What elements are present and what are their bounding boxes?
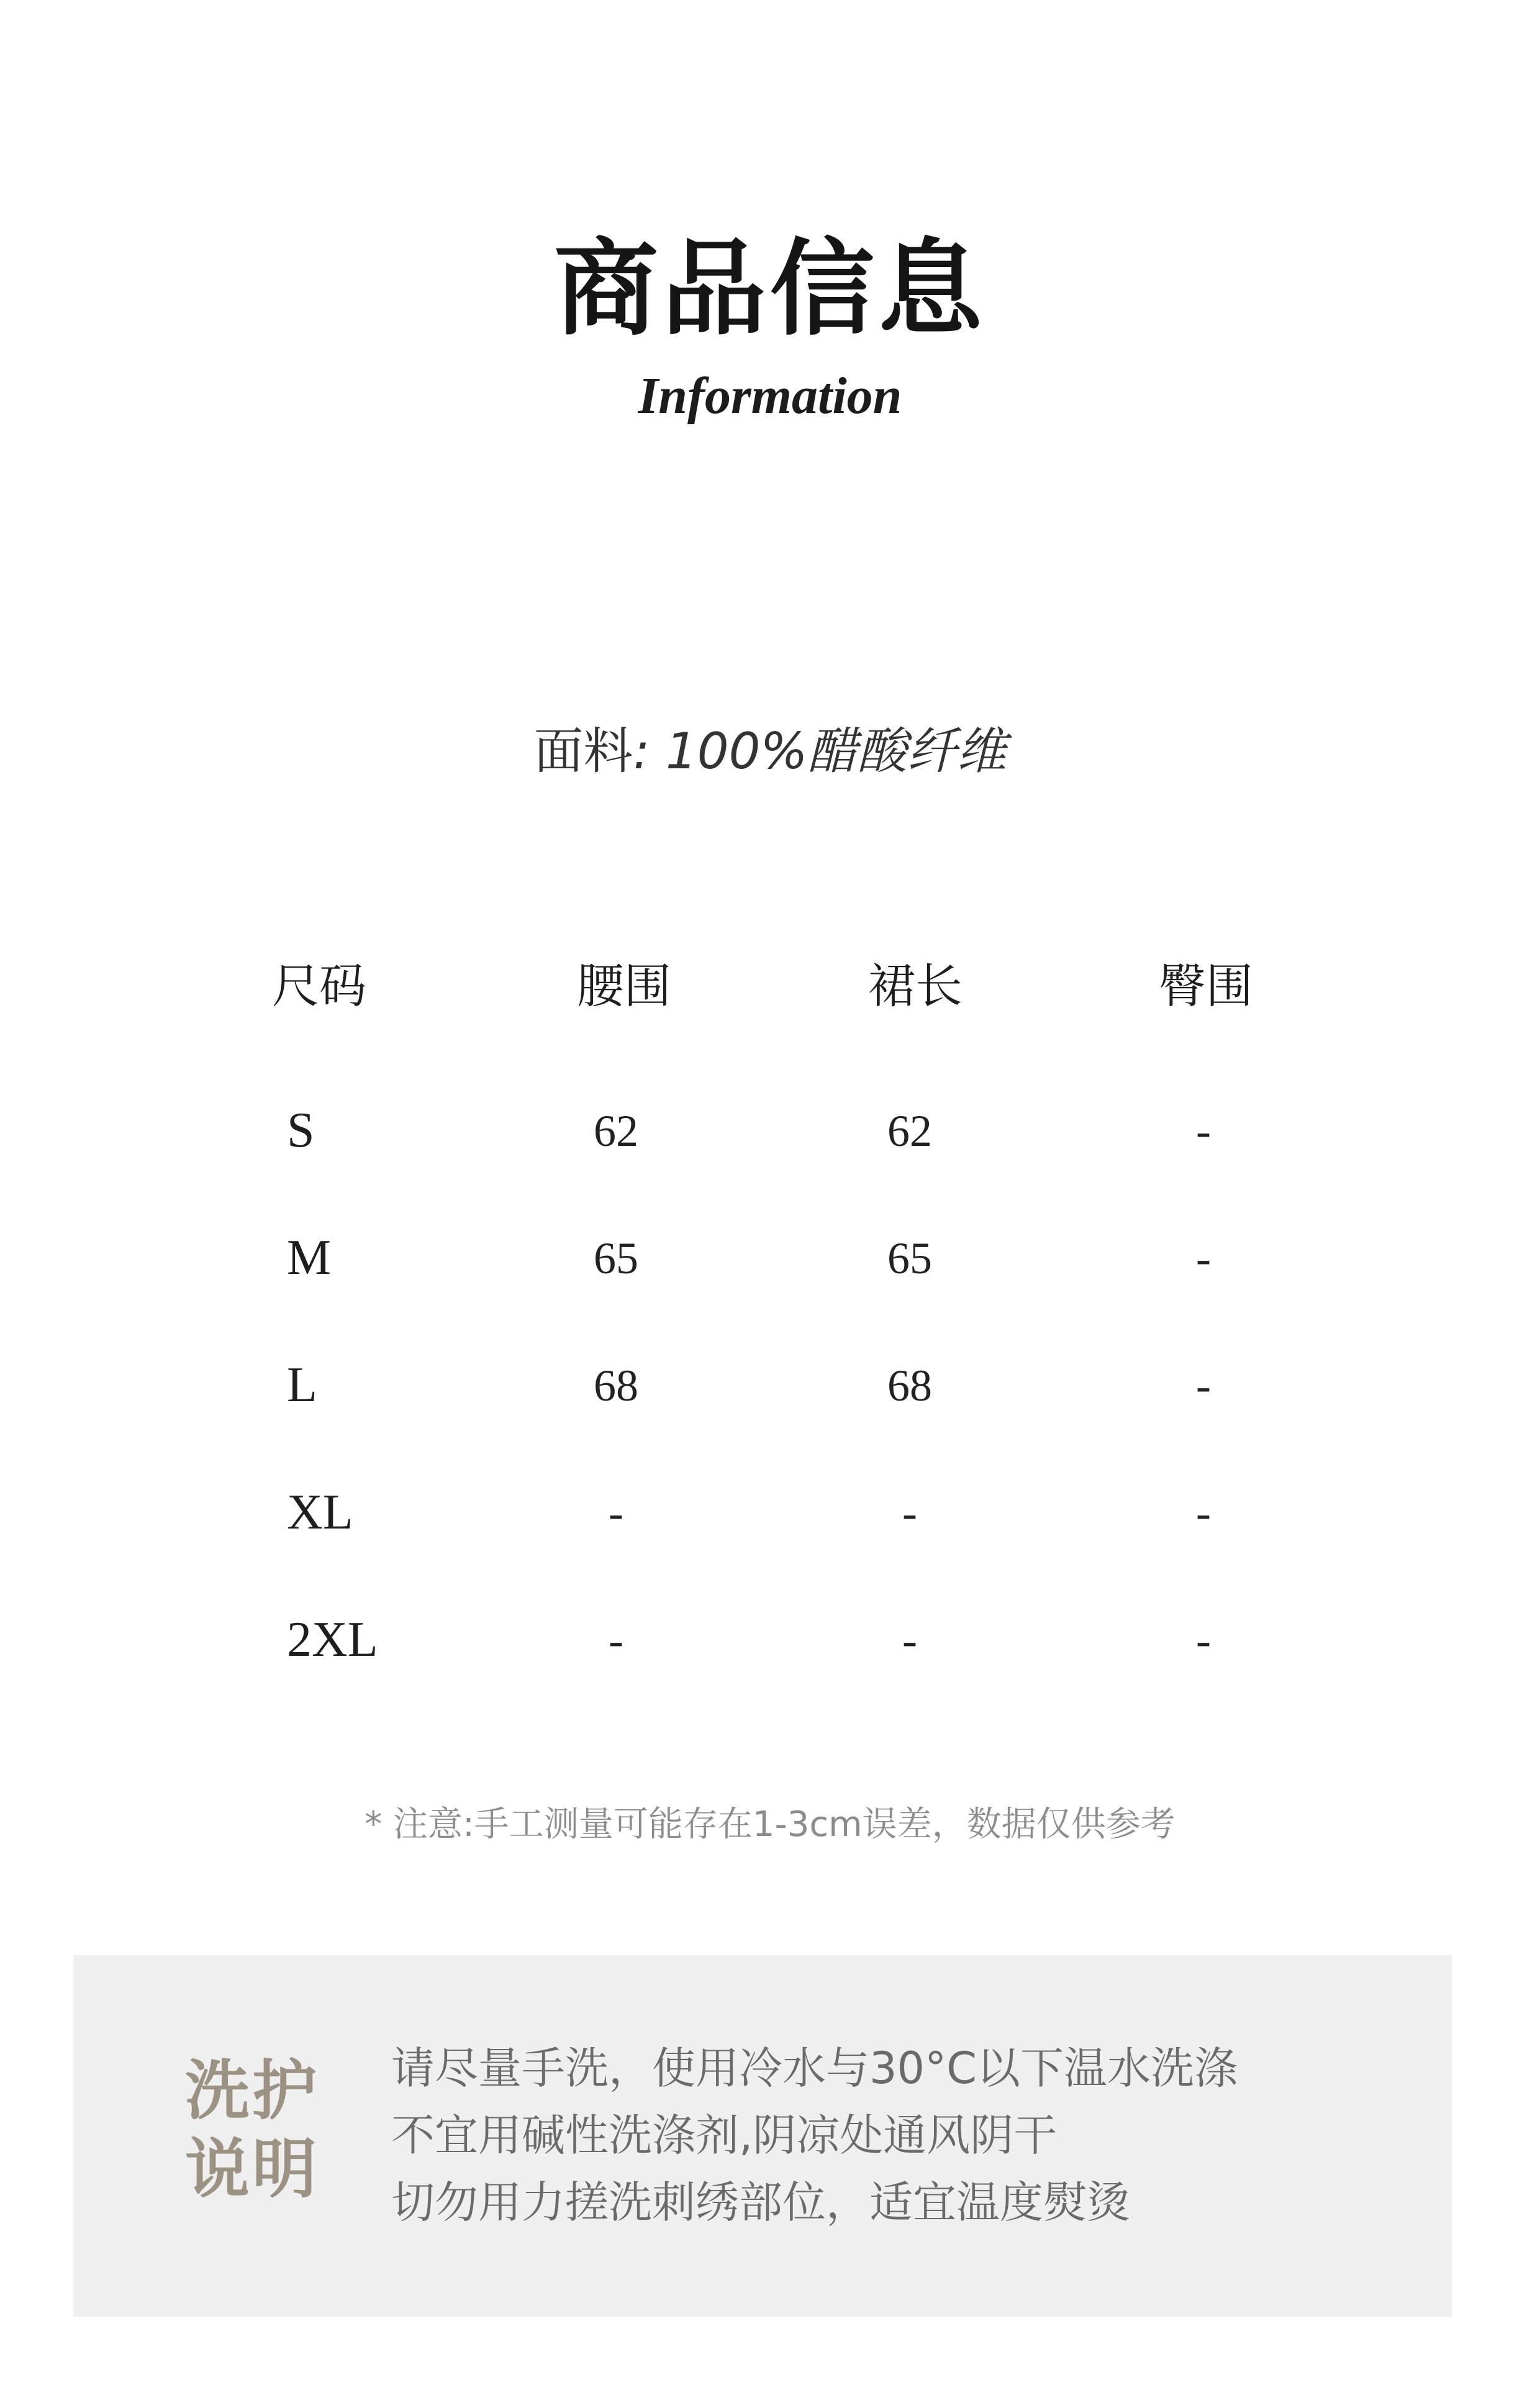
length-value: 62 [887,1106,932,1156]
waist-value: 62 [594,1106,638,1156]
hip-value: - [1196,1488,1211,1538]
page-title: 商品信息 [554,227,986,350]
waist-value: - [609,1488,623,1538]
fabric-separator: : [633,722,650,780]
table-header-hip: 臀围 [1159,958,1253,1014]
size-label: XL [287,1485,353,1540]
hip-value: - [1196,1615,1211,1665]
care-title [185,2051,346,2208]
care-panel [73,1955,1452,2317]
length-value: 65 [887,1233,932,1283]
size-label: S [287,1103,315,1158]
care-title-line: 说明 [185,2130,320,2207]
waist-value: 65 [594,1233,638,1283]
care-line: 切勿用力搓洗刺绣部位，适宜温度熨烫 [391,2177,1130,2228]
hip-value: - [1196,1233,1211,1283]
care-line: 请尽量手洗，使用冷水与30°C以下温水洗涤 [391,2043,1238,2094]
measurement-note: * 注意:手工测量可能存在1-3cm误差，数据仅供参考 [365,1804,1175,1845]
waist-value: - [609,1615,623,1665]
hip-value: - [1196,1106,1211,1156]
length-value: - [902,1615,917,1665]
fabric-value: 100%醋酸纤维 [665,722,1007,780]
fabric-label: 面料 [533,722,633,780]
hip-value: - [1196,1361,1211,1411]
page-subtitle: Information [638,367,902,425]
care-line: 不宜用碱性洗涤剂,阴凉处通风阴干 [391,2110,1058,2161]
length-value: - [902,1488,917,1538]
care-instructions [391,2035,1434,2236]
size-label: 2XL [287,1612,378,1667]
care-title-line: 洗护 [185,2052,320,2128]
size-label: L [287,1358,317,1412]
table-header-size: 尺码 [272,958,366,1014]
size-label: M [287,1230,332,1285]
table-header-length: 裙长 [868,958,962,1014]
waist-value: 68 [594,1361,638,1411]
length-value: 68 [887,1361,932,1411]
table-header-waist: 腰围 [577,958,671,1014]
